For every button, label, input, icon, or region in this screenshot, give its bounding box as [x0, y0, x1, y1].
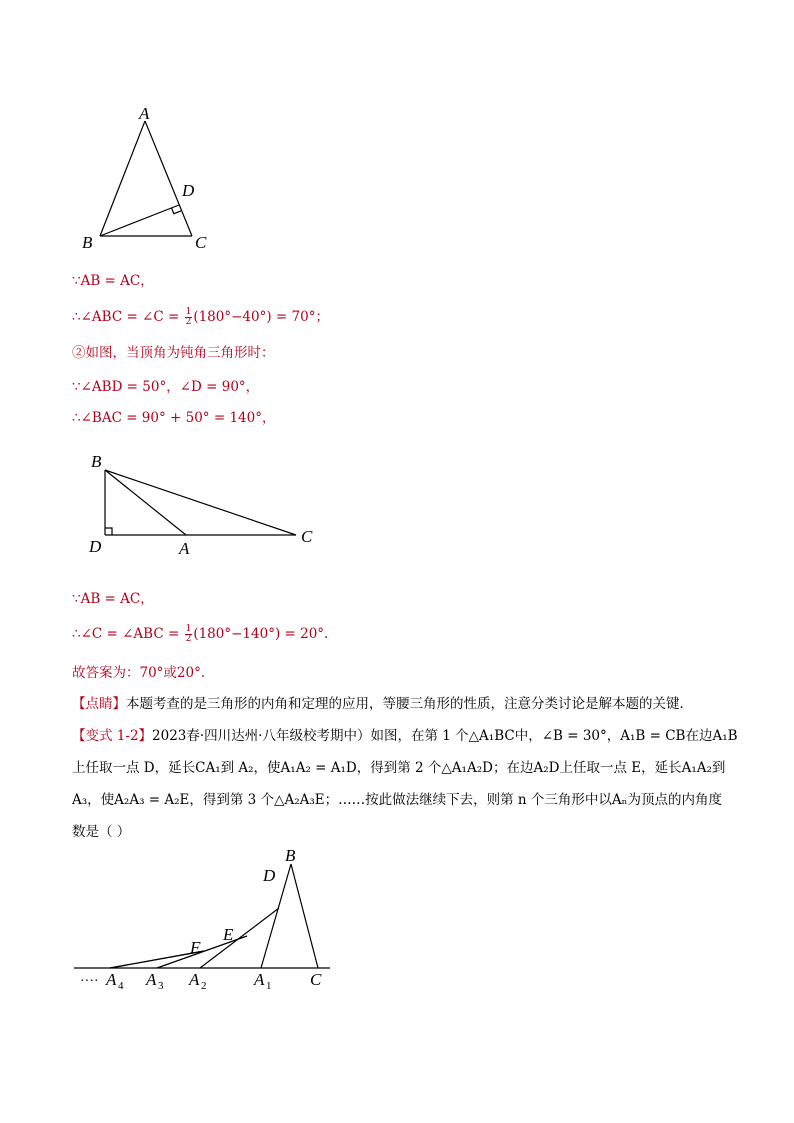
solution-line-5: ∴∠BAC = 90° + 50° = 140°， — [72, 410, 276, 426]
label-A: A — [179, 539, 190, 558]
answer-value: 70°或20°. — [139, 665, 206, 681]
label-ellipsis: ···· — [80, 974, 99, 989]
question-line-2: 上任取一点 D，延长CA₁到 A₂，使A₁A₂ = A₁D，得到第 2 个△A₁A₂D；在边A₂D上任取一点 E，延长A₁A₂到 — [72, 760, 726, 776]
label-C: C — [301, 527, 313, 546]
label-A4: A — [106, 970, 117, 989]
label-A1: A — [254, 970, 265, 989]
comment-text: 本题考查的是三角形的内角和定理的应用，等腰三角形的性质，注意分类讨论是解本题的关键． — [126, 696, 693, 712]
label-D: D — [263, 866, 276, 885]
label-B: B — [82, 233, 93, 252]
question-line-3: A₃，使A₂A₃ = A₂E，得到第 3 个△A₂A₃E；……按此做法继续下去，则第 n 个三角形中以Aₙ为顶点的内角度 — [72, 792, 722, 808]
solution-line-7 — [72, 624, 328, 644]
label-B: B — [91, 452, 102, 471]
variant-tag: 【变式 1-2】 — [72, 728, 153, 744]
figure-acute-triangle — [72, 100, 232, 255]
solution-line-1: ∵AB = AC， — [72, 273, 154, 289]
label-A1-sub: 1 — [266, 980, 272, 992]
label-D: D — [89, 537, 102, 556]
fraction: $\frac{1}{2}$ — [185, 307, 192, 327]
line2-post: (180°−40°) = 70°； — [193, 309, 329, 325]
figure-obtuse-triangle — [80, 450, 330, 558]
label-C: C — [195, 233, 207, 252]
label-E: E — [223, 925, 234, 944]
label-D: D — [182, 181, 195, 200]
label-A3: A — [146, 970, 157, 989]
comment-tag: 【点睛】 — [72, 696, 126, 712]
label-A3-sub: 3 — [158, 980, 164, 992]
label-F: F — [190, 938, 201, 957]
answer-line — [72, 663, 205, 683]
label-A2-sub: 2 — [201, 980, 207, 992]
question-line-4: 数是（ ） — [72, 824, 131, 840]
label-C: C — [310, 970, 322, 989]
label-B: B — [285, 846, 296, 865]
solution-line-3: ②如图，当顶角为钝角三角形时： — [72, 345, 275, 361]
line7-post: (180°−140°) = 20°. — [193, 626, 329, 642]
label-A2: A — [189, 970, 200, 989]
fraction: $\frac{1}{2}$ — [185, 624, 192, 644]
comment-line — [72, 694, 693, 714]
label-A4-sub: 4 — [118, 980, 124, 992]
label-A: A — [139, 104, 150, 123]
line2-pre: ∴∠ABC = ∠C = — [72, 309, 184, 325]
question-line-1: 如图，在第 1 个△A₁BC中，∠B = 30°，A₁B = CB在边A₁B — [370, 728, 738, 744]
solution-line-2 — [72, 307, 329, 327]
solution-line-4: ∵∠ABD = 50°，∠D = 90°， — [72, 379, 260, 395]
solution-line-6: ∵AB = AC， — [72, 591, 154, 607]
line7-pre: ∴∠C = ∠ABC = — [72, 626, 184, 642]
figure-triangle-chain — [72, 843, 342, 993]
answer-label: 故答案为： — [72, 665, 140, 681]
variant-line-1 — [72, 726, 738, 746]
variant-source: 2023春·四川达州·八年级校考期中） — [152, 728, 371, 744]
